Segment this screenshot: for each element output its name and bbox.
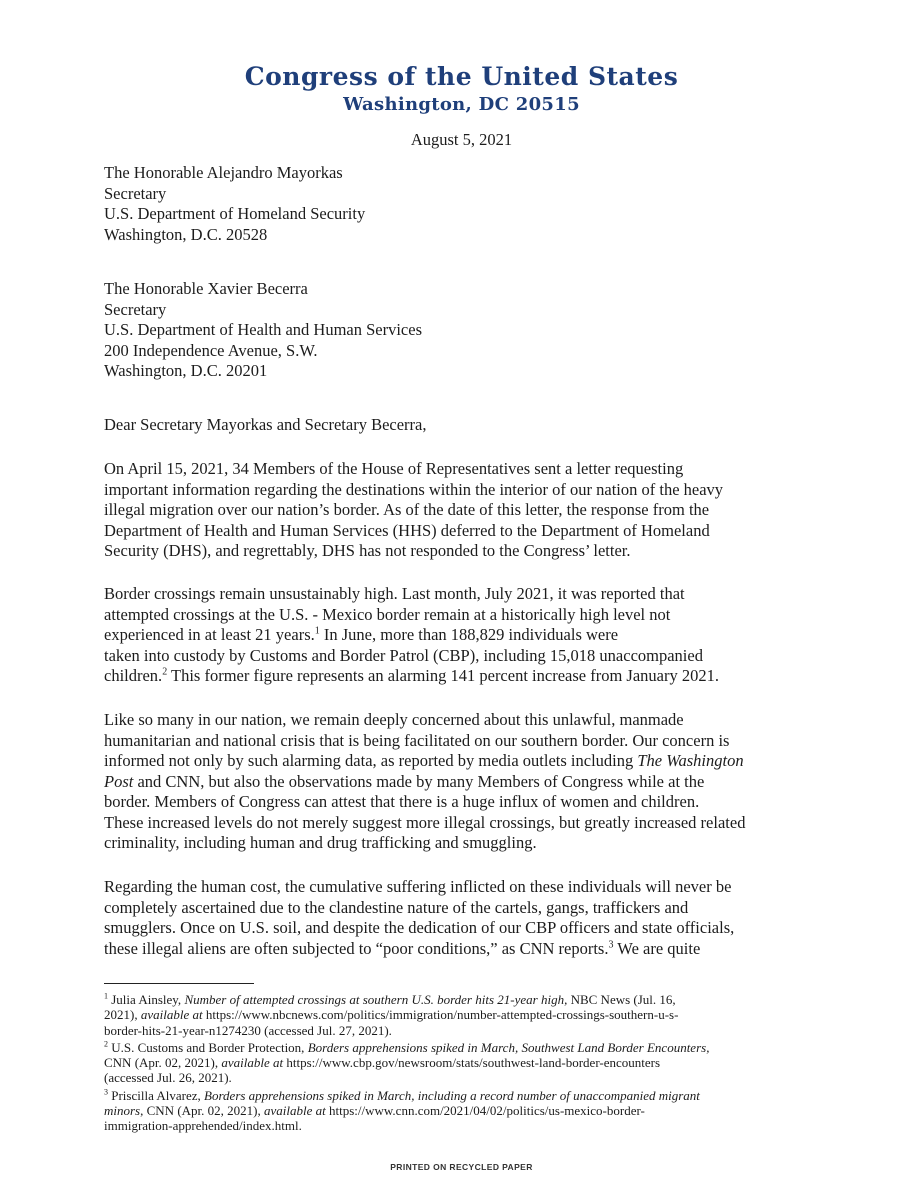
publication-name: The Washington [637, 751, 744, 770]
text-line: completely ascertained due to the clandestine nature of the cartels, gangs, traffickers and [104, 897, 689, 917]
recipient-title: Secretary [104, 183, 167, 203]
recipient-name: The Honorable Alejandro Mayorkas [104, 163, 343, 182]
text-line: illegal migration over our nation’s border. As of the date of this letter, the response from the [104, 500, 710, 519]
publication-name: Post [104, 771, 134, 791]
recipient-name: The Honorable Xavier Becerra [104, 279, 308, 298]
text-line: Like so many in our nation, we remain deeply concerned about this unlawful, manmade [104, 710, 684, 729]
text-segment: available at [221, 1055, 284, 1071]
recipient-street: 200 Independence Avenue, S.W. [104, 340, 318, 360]
text-line [104, 666, 819, 687]
footnote-number: 2 [104, 1039, 108, 1049]
paragraph-3 [104, 710, 819, 854]
text-segment: available at [263, 1103, 326, 1119]
paragraph-2 [104, 584, 819, 687]
text-segment: and CNN, but also the observations made by many Members of Congress while at the [133, 771, 705, 791]
text-line: attempted crossings at the U.S. - Mexico border remain at a historically high level not [104, 604, 671, 624]
recipient-block-2 [104, 279, 819, 382]
article-title: Number of attempted crossings at southern U.S. border hits 21-year high, [184, 992, 568, 1007]
footnote-url: https://www.cbp.gov/newsroom/stats/southwest-land-border-encounters [283, 1055, 661, 1071]
text-line: Security (DHS), and regrettably, DHS has not responded to the Congress’ letter. [104, 541, 631, 560]
text-line [104, 772, 819, 793]
text-line [104, 1007, 824, 1022]
recycled-paper-footer: PRINTED ON RECYCLED PAPER [390, 1162, 533, 1172]
text-segment: Priscilla Alvarez, [108, 1087, 205, 1103]
footnote-divider [104, 983, 254, 984]
text-line: immigration-apprehended/index.html. [104, 1118, 302, 1134]
footnote-number: 1 [104, 991, 108, 1001]
text-segment: In June, more than 188,829 individuals were [319, 625, 619, 644]
recipient-title: Secretary [104, 299, 167, 319]
recipient-org: U.S. Department of Homeland Security [104, 204, 366, 223]
text-line [104, 751, 819, 772]
recipient-org: U.S. Department of Health and Human Services [104, 320, 422, 339]
text-line: (accessed Jul. 26, 2021). [104, 1070, 232, 1086]
text-segment: informed not only by such alarming data, as reported by media outlets including [104, 751, 638, 770]
text-segment: these illegal aliens are often subjected to “poor conditions,” as CNN reports. [104, 938, 609, 958]
salutation: Dear Secretary Mayorkas and Secretary Becerra, [104, 415, 427, 434]
letter-date: August 5, 2021 [410, 130, 513, 149]
text-line [104, 625, 819, 646]
footnotes [104, 992, 824, 1136]
text-segment: We are quite [613, 938, 701, 958]
text-segment: , CNN (Apr. 02, 2021), [140, 1103, 264, 1119]
text-line [104, 1055, 824, 1070]
text-line [104, 1103, 824, 1118]
letterhead-address: Washington, DC 20515 [343, 94, 580, 115]
text-line: Regarding the human cost, the cumulative suffering inflicted on these individuals will never be [104, 877, 732, 896]
footnote-3 [104, 1088, 824, 1134]
paragraph-4 [104, 877, 819, 959]
text-segment: experienced in at least 21 years. [104, 625, 315, 644]
text-line: On April 15, 2021, 34 Members of the House of Representatives sent a letter requesting [104, 459, 684, 478]
recipient-block-1 [104, 163, 819, 245]
text-segment: NBC News (Jul. 16, [567, 992, 676, 1007]
text-line [104, 939, 819, 960]
text-line: criminality, including human and drug trafficking and smuggling. [104, 833, 537, 852]
text-segment: children. [104, 666, 163, 685]
article-title: Borders apprehensions spiked in March, including a record number of unaccompanied migrant [204, 1087, 700, 1103]
text-line [104, 1040, 824, 1055]
article-title: minors [104, 1103, 141, 1119]
paragraph-1 [104, 459, 819, 562]
footnote-2 [104, 1040, 824, 1086]
text-line: border. Members of Congress can attest that there is a huge influx of women and children. [104, 792, 700, 811]
text-segment: available at [140, 1007, 203, 1023]
text-line: border-hits-21-year-n1274230 (accessed Jul. 27, 2021). [104, 1022, 392, 1038]
text-line: Department of Health and Human Services (HHS) deferred to the Department of Homeland [104, 520, 710, 540]
text-segment: U.S. Customs and Border Protection, [108, 1039, 308, 1055]
footnote-number: 3 [104, 1087, 108, 1097]
text-line [104, 1088, 824, 1103]
footnote-ref-1: 1 [314, 625, 320, 637]
footnote-url: https://www.nbcnews.com/politics/immigration/number-attempted-crossings-southern-u-s- [202, 1007, 679, 1023]
text-line [104, 992, 824, 1007]
text-line: humanitarian and national crisis that is being facilitated on our southern border. Our concern is [104, 730, 730, 750]
recipient-city: Washington, D.C. 20201 [104, 361, 268, 380]
text-segment: CNN (Apr. 02, 2021), [104, 1055, 222, 1071]
footnote-url: https://www.cnn.com/2021/04/02/politics/us-mexico-border- [325, 1103, 645, 1119]
text-segment: This former figure represents an alarming 141 percent increase from January 2021. [167, 666, 719, 685]
text-line: Border crossings remain unsustainably high. Last month, July 2021, it was reported that [104, 584, 685, 603]
text-segment: Julia Ainsley, [108, 992, 185, 1007]
text-line: These increased levels do not merely suggest more illegal crossings, but greatly increased related [104, 812, 746, 832]
letterhead-title: Congress of the United States [244, 62, 679, 91]
footnote-ref-2: 2 [162, 666, 168, 678]
footnote-ref-3: 3 [608, 939, 614, 950]
footnote-1 [104, 992, 824, 1038]
recipient-city: Washington, D.C. 20528 [104, 224, 268, 244]
text-segment: 2021), [104, 1007, 141, 1023]
text-line: smugglers. Once on U.S. soil, and despite the dedication of our CBP officers and state officials, [104, 918, 735, 937]
article-title: Borders apprehensions spiked in March, Southwest Land Border Encounters, [307, 1039, 710, 1055]
text-line: important information regarding the destinations within the interior of our nation of the heavy [104, 479, 724, 499]
text-line: taken into custody by Customs and Border Patrol (CBP), including 15,018 unaccompanied [104, 645, 703, 665]
